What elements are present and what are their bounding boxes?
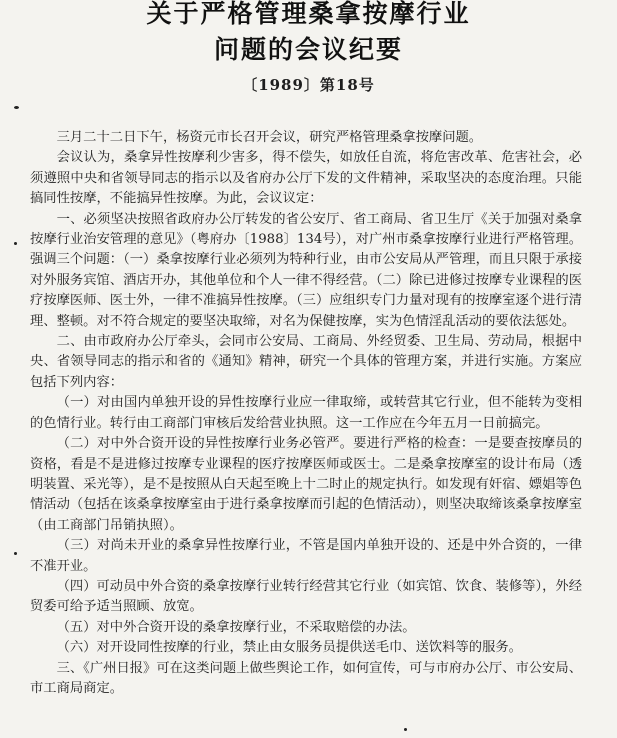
paragraph-sub-item-5: （五）对中外合资开设的桑拿按摩行业，不采取赔偿的办法。 — [56, 619, 416, 635]
scan-speck — [404, 728, 407, 731]
paragraph-meeting-opinion: 会议认为，桑拿异性按摩利少害多，得不偿失，如放任自流，将危害改革、危害社会，必须遵照中央和省领导同志的指示以及省府办公厅下发的文件精神，采取坚决的态度治理。只能搞同性按摩，不能搞异性按摩。为此，会议议定： — [30, 150, 582, 207]
document-body — [30, 128, 582, 699]
paragraph-meeting-intro: 三月二十二日下午，杨资元市长召开会议，研究严格管理桑拿按摩问题。 — [56, 130, 483, 145]
scan-speck — [14, 106, 19, 109]
paragraph-sub-item-6: （六）对开设同性按摩的行业，禁止由女服务员提供送毛巾、送饮料等的服务。 — [56, 640, 522, 656]
paragraph-item-one: 一、必须坚决按照省政府办公厅转发的省公安厅、省工商局、省卫生厅《关于加强对桑拿按摩行业治安管理的意见》（粤府办〔1988〕134号），对广州市桑拿按摩行业进行严格管理。强调三个问题：（一）桑拿按摩行业必须列为特种行业，由市公安局从严管理，而且只限于承接对外服务宾馆、酒店开办，其他单位和个人一律不得经营。（二）除已进修过按摩专业课程的医疗按摩医师、医士外，一律不准搞异性按摩。（三）应组织专门力量对现有的按摩室逐个进行清理、整顿。对不符合规定的要坚决取缔，对名为保健按摩，实为色情淫乱活动的要依法惩处。 — [30, 211, 582, 329]
paragraph-sub-item-4: （四）可动员中外合资的桑拿按摩行业转行经营其它行业（如宾馆、饮食、装修等），外经贸委可给予适当照顾、放宽。 — [30, 578, 582, 615]
document-number: 〔1989〕第18号 — [242, 76, 375, 94]
paragraph-sub-item-2: （二）对中外合资开设的异性按摩行业务必管严。要进行严格的检查：一是要查按摩员的资格，看是不是进修过按摩专业课程的医疗按摩医师或医士。二是桑拿按摩室的设计布局（透明装置、采光等），是不是按照从白天起至晚上十二时止的规定执行。如发现有奸宿、嫖娼等色情活动（包括在该桑拿按摩室由于进行桑拿按摩而引起的色情活动），则坚决取缔该桑拿按摩室（由工商部门吊销执照）。 — [30, 436, 582, 533]
document-title-line1: 关于严格管理桑拿按摩行业 — [146, 0, 471, 28]
paragraph-sub-item-1: （一）对由国内单独开设的异性按摩行业应一律取缔，或转营其它行业，但不能转为变相的色情行业。转行由工商部门审核后发给营业执照。这一工作应在今年五月一日前搞完。 — [30, 395, 582, 431]
scan-speck — [14, 242, 17, 245]
paragraph-item-three: 三、《广州日报》可在这类问题上做些舆论工作，如何宣传，可与市府办公厅、市公安局、市工商局商定。 — [30, 660, 582, 696]
document-title-line2: 问题的会议纪要 — [213, 35, 403, 64]
paragraph-item-two: 二、由市政府办公厅牵头，会同市公安局、工商局、外经贸委、卫生局、劳动局，根据中央、省领导同志的指示和省的《通知》精神，研究一个具体的管理方案，并进行实施。方案应包括下列内容： — [30, 334, 582, 390]
scan-speck — [14, 552, 17, 555]
paragraph-sub-item-3: （三）对尚未开业的桑拿异性按摩行业，不管是国内单独开设的、还是中外合资的，一律不准开业。 — [30, 538, 582, 574]
